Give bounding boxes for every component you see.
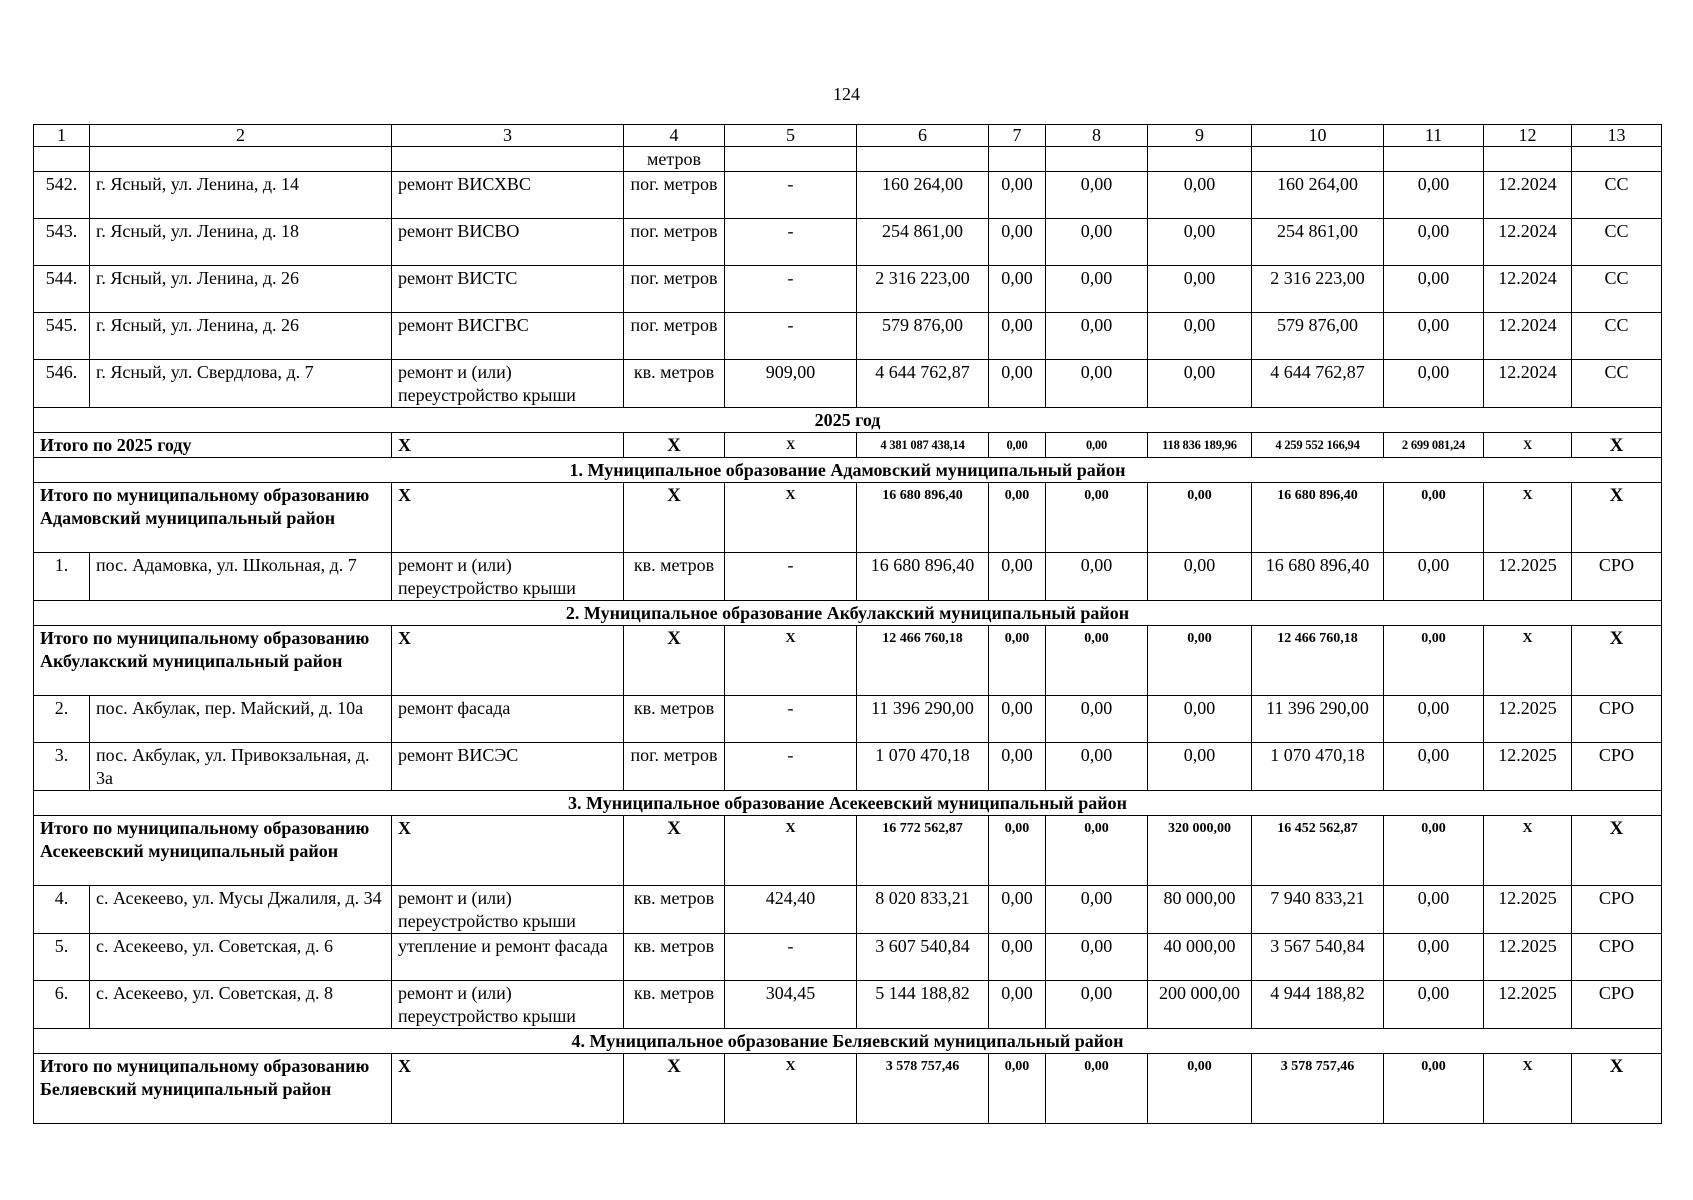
section-heading: 1. Муниципальное образование Адамовский муниципальный район xyxy=(34,458,1662,483)
cell-col-8: 0,00 xyxy=(1046,981,1148,1029)
cell-col-6: 8 020 833,21 xyxy=(857,886,989,934)
column-header: 4 xyxy=(624,125,725,147)
section-heading: 2025 год xyxy=(34,408,1662,433)
table-row xyxy=(34,886,1662,934)
cell-col-8: 0,00 xyxy=(1046,886,1148,934)
cell-col-5: X xyxy=(725,626,857,696)
cell-col-10: 12 466 760,18 xyxy=(1252,626,1384,696)
cell-col-9: 0,00 xyxy=(1148,553,1252,601)
cell-col-8: 0,00 xyxy=(1046,172,1148,219)
column-header: 11 xyxy=(1384,125,1484,147)
cell-col-11: 0,00 xyxy=(1384,626,1484,696)
cell-col-10: 7 940 833,21 xyxy=(1252,886,1384,934)
cell-col-8: 0,00 xyxy=(1046,219,1148,266)
cell-col-9: 118 836 189,96 xyxy=(1148,433,1252,458)
cell-col-5: 304,45 xyxy=(725,981,857,1029)
cell-col-4: кв. метров xyxy=(624,553,725,601)
cell-col-4: кв. метров xyxy=(624,981,725,1029)
cell-col-3: X xyxy=(392,1054,624,1124)
cell-col-6: 16 680 896,40 xyxy=(857,553,989,601)
cell-col-12: X xyxy=(1484,1054,1572,1124)
cell-col-8: 0,00 xyxy=(1046,266,1148,313)
cell-col-4: кв. метров xyxy=(624,360,725,408)
cell-col-5 xyxy=(725,147,857,172)
column-header: 5 xyxy=(725,125,857,147)
cell-col-5: - xyxy=(725,696,857,743)
cell-col-1: 4. xyxy=(34,886,90,934)
cell-col-13: СРО xyxy=(1572,934,1662,981)
cell-col-12: 12.2024 xyxy=(1484,172,1572,219)
cell-col-12: 12.2025 xyxy=(1484,743,1572,791)
subtotal-label: Итого по муниципальному образованию Акбулакский муниципальный район xyxy=(34,626,392,696)
column-header: 1 xyxy=(34,125,90,147)
column-number-header xyxy=(34,125,1662,147)
cell-col-4: X xyxy=(624,433,725,458)
cell-col-5: - xyxy=(725,743,857,791)
cell-col-7: 0,00 xyxy=(989,360,1046,408)
table-row xyxy=(34,313,1662,360)
cell-col-4: X xyxy=(624,483,725,553)
cell-col-4: пог. метров xyxy=(624,313,725,360)
cell-col-5: - xyxy=(725,219,857,266)
cell-col-4: пог. метров xyxy=(624,172,725,219)
cell-col-1: 545. xyxy=(34,313,90,360)
table-row xyxy=(34,172,1662,219)
cell-col-9: 200 000,00 xyxy=(1148,981,1252,1029)
section-heading-row xyxy=(34,408,1662,433)
cell-col-1: 542. xyxy=(34,172,90,219)
cell-col-10: 16 680 896,40 xyxy=(1252,553,1384,601)
column-header: 12 xyxy=(1484,125,1572,147)
cell-col-11: 0,00 xyxy=(1384,816,1484,886)
cell-col-9: 0,00 xyxy=(1148,483,1252,553)
subtotal-label: Итого по муниципальному образованию Адамовский муниципальный район xyxy=(34,483,392,553)
column-header: 3 xyxy=(392,125,624,147)
cell-col-12: 12.2025 xyxy=(1484,886,1572,934)
cell-col-8: 0,00 xyxy=(1046,433,1148,458)
subtotal-row xyxy=(34,433,1662,458)
cell-col-5: - xyxy=(725,172,857,219)
cell-col-5: 909,00 xyxy=(725,360,857,408)
cell-col-7: 0,00 xyxy=(989,816,1046,886)
cell-col-2: с. Асекеево, ул. Мусы Джалиля, д. 34 xyxy=(90,886,392,934)
cell-col-10: 3 578 757,46 xyxy=(1252,1054,1384,1124)
cell-col-9: 0,00 xyxy=(1148,696,1252,743)
cell-col-6: 254 861,00 xyxy=(857,219,989,266)
cell-col-5: X xyxy=(725,483,857,553)
cell-col-4: X xyxy=(624,1054,725,1124)
cell-col-9: 0,00 xyxy=(1148,172,1252,219)
cell-col-11: 0,00 xyxy=(1384,219,1484,266)
cell-col-4: пог. метров xyxy=(624,266,725,313)
cell-col-11: 0,00 xyxy=(1384,483,1484,553)
column-header: 8 xyxy=(1046,125,1148,147)
section-heading-row xyxy=(34,601,1662,626)
cell-col-6: 4 381 087 438,14 xyxy=(857,433,989,458)
cell-col-8: 0,00 xyxy=(1046,553,1148,601)
table-row xyxy=(34,266,1662,313)
cell-col-11: 0,00 xyxy=(1384,172,1484,219)
cell-col-3: ремонт ВИСВО xyxy=(392,219,624,266)
cell-col-5: - xyxy=(725,313,857,360)
cell-col-7: 0,00 xyxy=(989,553,1046,601)
capital-repair-table xyxy=(33,124,1662,1124)
cell-col-3: утепление и ремонт фасада xyxy=(392,934,624,981)
cell-col-8 xyxy=(1046,147,1148,172)
cell-col-3: ремонт и (или) переустройство крыши xyxy=(392,360,624,408)
cell-col-7 xyxy=(989,147,1046,172)
cell-col-4: пог. метров xyxy=(624,743,725,791)
cell-col-5: - xyxy=(725,934,857,981)
cell-col-13: X xyxy=(1572,816,1662,886)
cell-col-13: СРО xyxy=(1572,981,1662,1029)
cell-col-10: 4 644 762,87 xyxy=(1252,360,1384,408)
cell-col-9: 0,00 xyxy=(1148,219,1252,266)
table-body xyxy=(34,125,1662,1124)
section-heading: 3. Муниципальное образование Асекеевский муниципальный район xyxy=(34,791,1662,816)
cell-col-3: ремонт ВИСЭС xyxy=(392,743,624,791)
cell-col-2: г. Ясный, ул. Ленина, д. 26 xyxy=(90,266,392,313)
cell-col-12: 12.2024 xyxy=(1484,219,1572,266)
cell-col-10: 2 316 223,00 xyxy=(1252,266,1384,313)
cell-col-6: 5 144 188,82 xyxy=(857,981,989,1029)
cell-col-11: 0,00 xyxy=(1384,934,1484,981)
cell-col-6: 579 876,00 xyxy=(857,313,989,360)
cell-col-13: СС xyxy=(1572,219,1662,266)
cell-col-8: 0,00 xyxy=(1046,696,1148,743)
cell-col-13: X xyxy=(1572,433,1662,458)
cell-col-11: 0,00 xyxy=(1384,743,1484,791)
subtotal-row xyxy=(34,626,1662,696)
cell-col-11 xyxy=(1384,147,1484,172)
cell-col-9: 0,00 xyxy=(1148,743,1252,791)
cell-col-10: 4 944 188,82 xyxy=(1252,981,1384,1029)
cell-col-9 xyxy=(1148,147,1252,172)
cell-col-12: X xyxy=(1484,626,1572,696)
cell-col-8: 0,00 xyxy=(1046,313,1148,360)
cell-col-11: 0,00 xyxy=(1384,266,1484,313)
cell-col-9: 320 000,00 xyxy=(1148,816,1252,886)
cell-col-2: г. Ясный, ул. Ленина, д. 26 xyxy=(90,313,392,360)
cell-col-6: 4 644 762,87 xyxy=(857,360,989,408)
cell-col-8: 0,00 xyxy=(1046,626,1148,696)
cell-col-1: 544. xyxy=(34,266,90,313)
cell-col-5: X xyxy=(725,816,857,886)
subtotal-row xyxy=(34,1054,1662,1124)
subtotal-label: Итого по 2025 году xyxy=(34,433,392,458)
cell-col-12: 12.2025 xyxy=(1484,934,1572,981)
cell-col-2: г. Ясный, ул. Свердлова, д. 7 xyxy=(90,360,392,408)
cell-col-1: 3. xyxy=(34,743,90,791)
cell-col-5: X xyxy=(725,1054,857,1124)
cell-col-1: 543. xyxy=(34,219,90,266)
cell-col-7: 0,00 xyxy=(989,696,1046,743)
cell-col-13: СС xyxy=(1572,266,1662,313)
cell-col-11: 0,00 xyxy=(1384,886,1484,934)
cell-col-13: СРО xyxy=(1572,743,1662,791)
cell-col-7: 0,00 xyxy=(989,1054,1046,1124)
cell-col-3: ремонт ВИСГВС xyxy=(392,313,624,360)
cell-col-4: X xyxy=(624,626,725,696)
section-heading-row xyxy=(34,458,1662,483)
cell-col-6: 3 578 757,46 xyxy=(857,1054,989,1124)
cell-col-5: X xyxy=(725,433,857,458)
cell-col-3: X xyxy=(392,483,624,553)
cell-col-6: 12 466 760,18 xyxy=(857,626,989,696)
cell-col-12: 12.2025 xyxy=(1484,981,1572,1029)
column-header: 6 xyxy=(857,125,989,147)
cell-col-7: 0,00 xyxy=(989,433,1046,458)
subtotal-row xyxy=(34,483,1662,553)
cell-col-6: 160 264,00 xyxy=(857,172,989,219)
cell-col-11: 0,00 xyxy=(1384,1054,1484,1124)
cell-col-1: 1. xyxy=(34,553,90,601)
section-heading: 4. Муниципальное образование Беляевский муниципальный район xyxy=(34,1029,1662,1054)
table-row xyxy=(34,981,1662,1029)
cell-col-11: 0,00 xyxy=(1384,313,1484,360)
cell-col-7: 0,00 xyxy=(989,886,1046,934)
cell-col-7: 0,00 xyxy=(989,266,1046,313)
subtotal-label: Итого по муниципальному образованию Асекеевский муниципальный район xyxy=(34,816,392,886)
cell-col-6: 3 607 540,84 xyxy=(857,934,989,981)
cell-col-13: СС xyxy=(1572,172,1662,219)
cell-col-7: 0,00 xyxy=(989,743,1046,791)
cell-col-4: метров xyxy=(624,147,725,172)
cell-col-1: 6. xyxy=(34,981,90,1029)
cell-col-2: с. Асекеево, ул. Советская, д. 8 xyxy=(90,981,392,1029)
cell-col-3: ремонт фасада xyxy=(392,696,624,743)
cell-col-5: - xyxy=(725,553,857,601)
cell-col-13: X xyxy=(1572,483,1662,553)
cell-col-6: 1 070 470,18 xyxy=(857,743,989,791)
table-row xyxy=(34,553,1662,601)
table-row xyxy=(34,696,1662,743)
cell-col-13: СРО xyxy=(1572,553,1662,601)
cell-col-9: 0,00 xyxy=(1148,313,1252,360)
cell-col-3: ремонт и (или) переустройство крыши xyxy=(392,981,624,1029)
cell-col-5: - xyxy=(725,266,857,313)
table-row xyxy=(34,934,1662,981)
cell-col-8: 0,00 xyxy=(1046,483,1148,553)
cell-col-3: ремонт и (или) переустройство крыши xyxy=(392,886,624,934)
cell-col-10: 254 861,00 xyxy=(1252,219,1384,266)
cell-col-1: 5. xyxy=(34,934,90,981)
cell-col-10: 160 264,00 xyxy=(1252,172,1384,219)
cell-col-2: пос. Акбулак, ул. Привокзальная, д. 3а xyxy=(90,743,392,791)
cell-col-2 xyxy=(90,147,392,172)
cell-col-10: 16 452 562,87 xyxy=(1252,816,1384,886)
cell-col-9: 0,00 xyxy=(1148,360,1252,408)
cell-col-4: кв. метров xyxy=(624,696,725,743)
cell-col-11: 0,00 xyxy=(1384,360,1484,408)
column-header: 9 xyxy=(1148,125,1252,147)
cell-col-10 xyxy=(1252,147,1384,172)
cell-col-13: X xyxy=(1572,1054,1662,1124)
cell-col-9: 40 000,00 xyxy=(1148,934,1252,981)
cell-col-4: кв. метров xyxy=(624,934,725,981)
cell-col-10: 579 876,00 xyxy=(1252,313,1384,360)
cell-col-6 xyxy=(857,147,989,172)
cell-col-2: пос. Адамовка, ул. Школьная, д. 7 xyxy=(90,553,392,601)
cell-col-4: X xyxy=(624,816,725,886)
cell-col-8: 0,00 xyxy=(1046,360,1148,408)
subtotal-row xyxy=(34,816,1662,886)
cell-col-1 xyxy=(34,147,90,172)
column-header: 7 xyxy=(989,125,1046,147)
cell-col-12: 12.2025 xyxy=(1484,696,1572,743)
cell-col-11: 2 699 081,24 xyxy=(1384,433,1484,458)
cell-col-7: 0,00 xyxy=(989,981,1046,1029)
column-header: 13 xyxy=(1572,125,1662,147)
cell-col-6: 11 396 290,00 xyxy=(857,696,989,743)
cell-col-12: X xyxy=(1484,483,1572,553)
cell-col-3: X xyxy=(392,433,624,458)
cell-col-12: X xyxy=(1484,816,1572,886)
cell-col-3: ремонт ВИСТС xyxy=(392,266,624,313)
continuation-row xyxy=(34,147,1662,172)
cell-col-8: 0,00 xyxy=(1046,934,1148,981)
table-row xyxy=(34,743,1662,791)
cell-col-10: 11 396 290,00 xyxy=(1252,696,1384,743)
cell-col-6: 16 772 562,87 xyxy=(857,816,989,886)
cell-col-7: 0,00 xyxy=(989,313,1046,360)
cell-col-10: 16 680 896,40 xyxy=(1252,483,1384,553)
cell-col-13: СРО xyxy=(1572,696,1662,743)
cell-col-9: 0,00 xyxy=(1148,1054,1252,1124)
cell-col-1: 2. xyxy=(34,696,90,743)
cell-col-8: 0,00 xyxy=(1046,743,1148,791)
section-heading-row xyxy=(34,791,1662,816)
cell-col-7: 0,00 xyxy=(989,934,1046,981)
cell-col-2: г. Ясный, ул. Ленина, д. 18 xyxy=(90,219,392,266)
cell-col-11: 0,00 xyxy=(1384,553,1484,601)
cell-col-11: 0,00 xyxy=(1384,696,1484,743)
section-heading: 2. Муниципальное образование Акбулакский муниципальный район xyxy=(34,601,1662,626)
column-header: 2 xyxy=(90,125,392,147)
cell-col-6: 16 680 896,40 xyxy=(857,483,989,553)
table-row xyxy=(34,219,1662,266)
cell-col-3: ремонт ВИСХВС xyxy=(392,172,624,219)
subtotal-label: Итого по муниципальному образованию Беляевский муниципальный район xyxy=(34,1054,392,1124)
cell-col-6: 2 316 223,00 xyxy=(857,266,989,313)
table-row xyxy=(34,360,1662,408)
cell-col-12: 12.2024 xyxy=(1484,360,1572,408)
cell-col-12: 12.2024 xyxy=(1484,266,1572,313)
cell-col-3: X xyxy=(392,816,624,886)
column-header: 10 xyxy=(1252,125,1384,147)
cell-col-4: кв. метров xyxy=(624,886,725,934)
page-number: 124 xyxy=(833,84,860,104)
cell-col-13 xyxy=(1572,147,1662,172)
cell-col-1: 546. xyxy=(34,360,90,408)
cell-col-13: СС xyxy=(1572,313,1662,360)
cell-col-13: X xyxy=(1572,626,1662,696)
cell-col-7: 0,00 xyxy=(989,626,1046,696)
cell-col-11: 0,00 xyxy=(1384,981,1484,1029)
cell-col-10: 4 259 552 166,94 xyxy=(1252,433,1384,458)
cell-col-12: 12.2025 xyxy=(1484,553,1572,601)
cell-col-7: 0,00 xyxy=(989,219,1046,266)
cell-col-13: СС xyxy=(1572,360,1662,408)
cell-col-9: 0,00 xyxy=(1148,266,1252,313)
cell-col-2: пос. Акбулак, пер. Майский, д. 10а xyxy=(90,696,392,743)
cell-col-12: 12.2024 xyxy=(1484,313,1572,360)
cell-col-4: пог. метров xyxy=(624,219,725,266)
cell-col-3: X xyxy=(392,626,624,696)
cell-col-5: 424,40 xyxy=(725,886,857,934)
cell-col-10: 3 567 540,84 xyxy=(1252,934,1384,981)
section-heading-row xyxy=(34,1029,1662,1054)
cell-col-3: ремонт и (или) переустройство крыши xyxy=(392,553,624,601)
cell-col-12: X xyxy=(1484,433,1572,458)
cell-col-10: 1 070 470,18 xyxy=(1252,743,1384,791)
cell-col-2: с. Асекеево, ул. Советская, д. 6 xyxy=(90,934,392,981)
cell-col-8: 0,00 xyxy=(1046,1054,1148,1124)
cell-col-13: СРО xyxy=(1572,886,1662,934)
cell-col-7: 0,00 xyxy=(989,172,1046,219)
cell-col-2: г. Ясный, ул. Ленина, д. 14 xyxy=(90,172,392,219)
cell-col-9: 80 000,00 xyxy=(1148,886,1252,934)
cell-col-9: 0,00 xyxy=(1148,626,1252,696)
cell-col-7: 0,00 xyxy=(989,483,1046,553)
cell-col-3 xyxy=(392,147,624,172)
cell-col-12 xyxy=(1484,147,1572,172)
cell-col-8: 0,00 xyxy=(1046,816,1148,886)
